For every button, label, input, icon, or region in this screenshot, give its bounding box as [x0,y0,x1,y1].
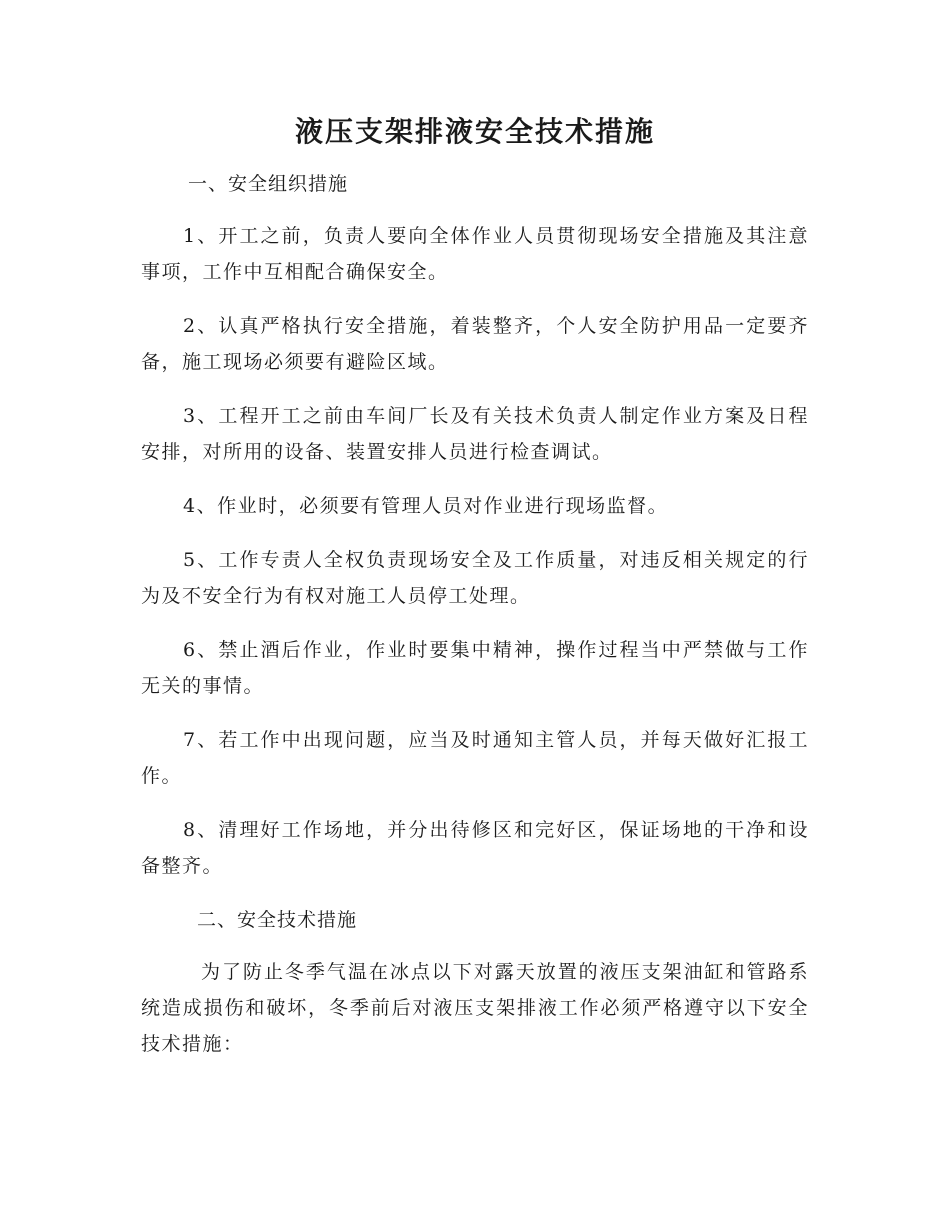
list-item: 6、禁止酒后作业，作业时要集中精神，操作过程当中严禁做与工作无关的事情。 [141,639,809,697]
list-item: 3、工程开工之前由车间厂长及有关技术负责人制定作业方案及日程安排，对所用的设备、装置安排人员进行检查调试。 [141,405,809,463]
document-body [141,166,809,1080]
list-item: 5、工作专责人全权负责现场安全及工作质量，对违反相关规定的行为及不安全行为有权对施工人员停工处理。 [141,549,809,607]
list-item: 1、开工之前，负责人要向全体作业人员贯彻现场安全措施及其注意事项，工作中互相配合确保安全。 [141,225,809,283]
list-item: 8、清理好工作场地，并分出待修区和完好区，保证场地的干净和设备整齐。 [141,819,809,877]
section-heading-technical: 二、安全技术措施 [197,909,358,931]
document-title: 液压支架排液安全技术措施 [294,115,655,148]
list-item: 7、若工作中出现问题，应当及时通知主管人员，并每天做好汇报工作。 [141,729,809,787]
section-intro-paragraph: 为了防止冬季气温在冰点以下对露天放置的液压支架油缸和管路系统造成损伤和破坏，冬季前后对液压支架排液工作必须严格遵守以下安全技术措施： [141,961,809,1055]
list-item: 4、作业时，必须要有管理人员对作业进行现场监督。 [183,495,669,517]
list-item: 2、认真严格执行安全措施，着装整齐，个人安全防护用品一定要齐备，施工现场必须要有避险区域。 [141,315,809,373]
section-heading-organization: 一、安全组织措施 [188,173,349,195]
